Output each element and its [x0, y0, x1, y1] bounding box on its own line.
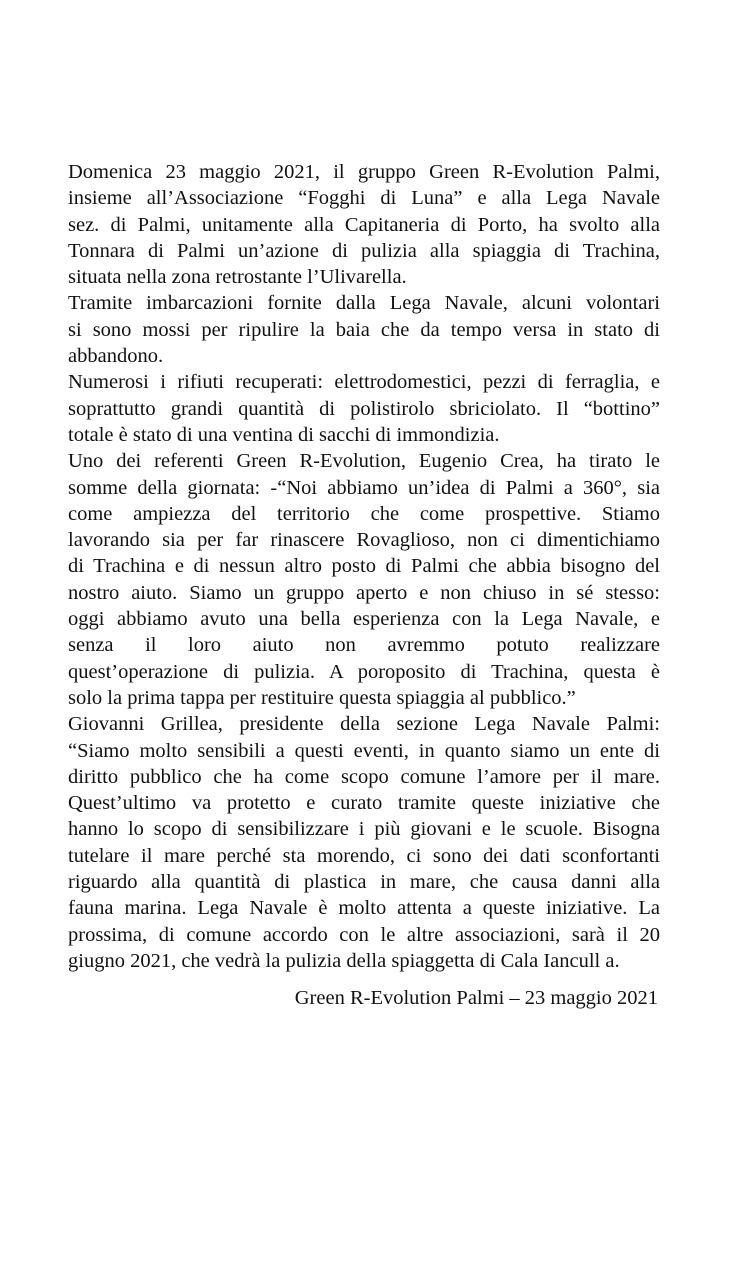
- text-line: Giovanni Grillea, presidente della sezione Lega Navale Palmi:: [68, 713, 660, 736]
- paragraph: [68, 290, 660, 369]
- text-line: diritto pubblico che ha come scopo comune l’amore per il mare.: [68, 765, 660, 788]
- text-line: si sono mossi per ripulire la baia che da tempo versa in stato di: [68, 318, 660, 341]
- text-line: “Siamo molto sensibili a questi eventi, in quanto siamo un ente di: [68, 739, 660, 762]
- text-line: nostro aiuto. Siamo un gruppo aperto e non chiuso in sé stesso:: [68, 581, 660, 604]
- text-line: riguardo alla quantità di plastica in mare, che causa danni alla: [68, 871, 660, 894]
- text-line: Tonnara di Palmi un’azione di pulizia alla spiaggia di Trachina,: [68, 239, 660, 262]
- text-line: sez. di Palmi, unitamente alla Capitaneria di Porto, ha svolto alla: [68, 213, 660, 236]
- text-line: prossima, di comune accordo con le altre associazioni, sarà il 20: [68, 923, 660, 946]
- text-line: soprattutto grandi quantità di polistirolo sbriciolato. Il “bottino”: [68, 397, 660, 420]
- text-line: abbandono.: [68, 345, 164, 368]
- paragraph: [68, 711, 660, 974]
- text-line: hanno lo scopo di sensibilizzare i più giovani e le scuole. Bisogna: [68, 818, 660, 841]
- text-line: tutelare il mare perché sta morendo, ci sono dei dati sconfortanti: [68, 844, 660, 867]
- text-line: quest’operazione di pulizia. A poroposito di Trachina, questa è: [68, 660, 660, 683]
- text-line: situata nella zona retrostante l’Ulivarella.: [68, 266, 407, 289]
- text-line: Numerosi i rifiuti recuperati: elettrodomestici, pezzi di ferraglia, e: [68, 371, 660, 394]
- article-body: [68, 159, 660, 974]
- text-line: senza il loro aiuto non avremmo potuto realizzare: [68, 634, 660, 657]
- text-line: totale è stato di una ventina di sacchi di immondizia.: [68, 423, 500, 446]
- text-line: Uno dei referenti Green R-Evolution, Eugenio Crea, ha tirato le: [68, 450, 660, 473]
- text-line: insieme all’Associazione “Fogghi di Luna” e alla Lega Navale: [68, 187, 660, 210]
- signature: Green R-Evolution Palmi – 23 maggio 2021: [294, 987, 658, 1009]
- text-line: oggi abbiamo avuto una bella esperienza con la Lega Navale, e: [68, 608, 660, 631]
- text-line: giugno 2021, che vedrà la pulizia della spiaggetta di Cala Iancull a.: [68, 949, 620, 972]
- text-line: fauna marina. Lega Navale è molto attenta a queste iniziative. La: [68, 897, 660, 920]
- text-line: come ampiezza del territorio che come prospettive. Stiamo: [68, 502, 660, 525]
- text-line: somme della giornata: -“Noi abbiamo un’idea di Palmi a 360°, sia: [68, 476, 660, 499]
- text-line: Tramite imbarcazioni fornite dalla Lega Navale, alcuni volontari: [68, 292, 660, 315]
- text-line: Domenica 23 maggio 2021, il gruppo Green R-Evolution Palmi,: [68, 161, 660, 183]
- text-line: lavorando sia per far rinascere Rovaglioso, non ci dimentichiamo: [68, 529, 660, 552]
- text-line: solo la prima tappa per restituire questa spiaggia al pubblico.”: [68, 686, 576, 709]
- text-line: di Trachina e di nessun altro posto di Palmi che abbia bisogno del: [68, 555, 660, 578]
- paragraph: [68, 448, 660, 711]
- text-line: Quest’ultimo va protetto e curato tramite queste iniziative che: [68, 792, 660, 815]
- paragraph: [68, 159, 660, 290]
- paragraph: [68, 369, 660, 448]
